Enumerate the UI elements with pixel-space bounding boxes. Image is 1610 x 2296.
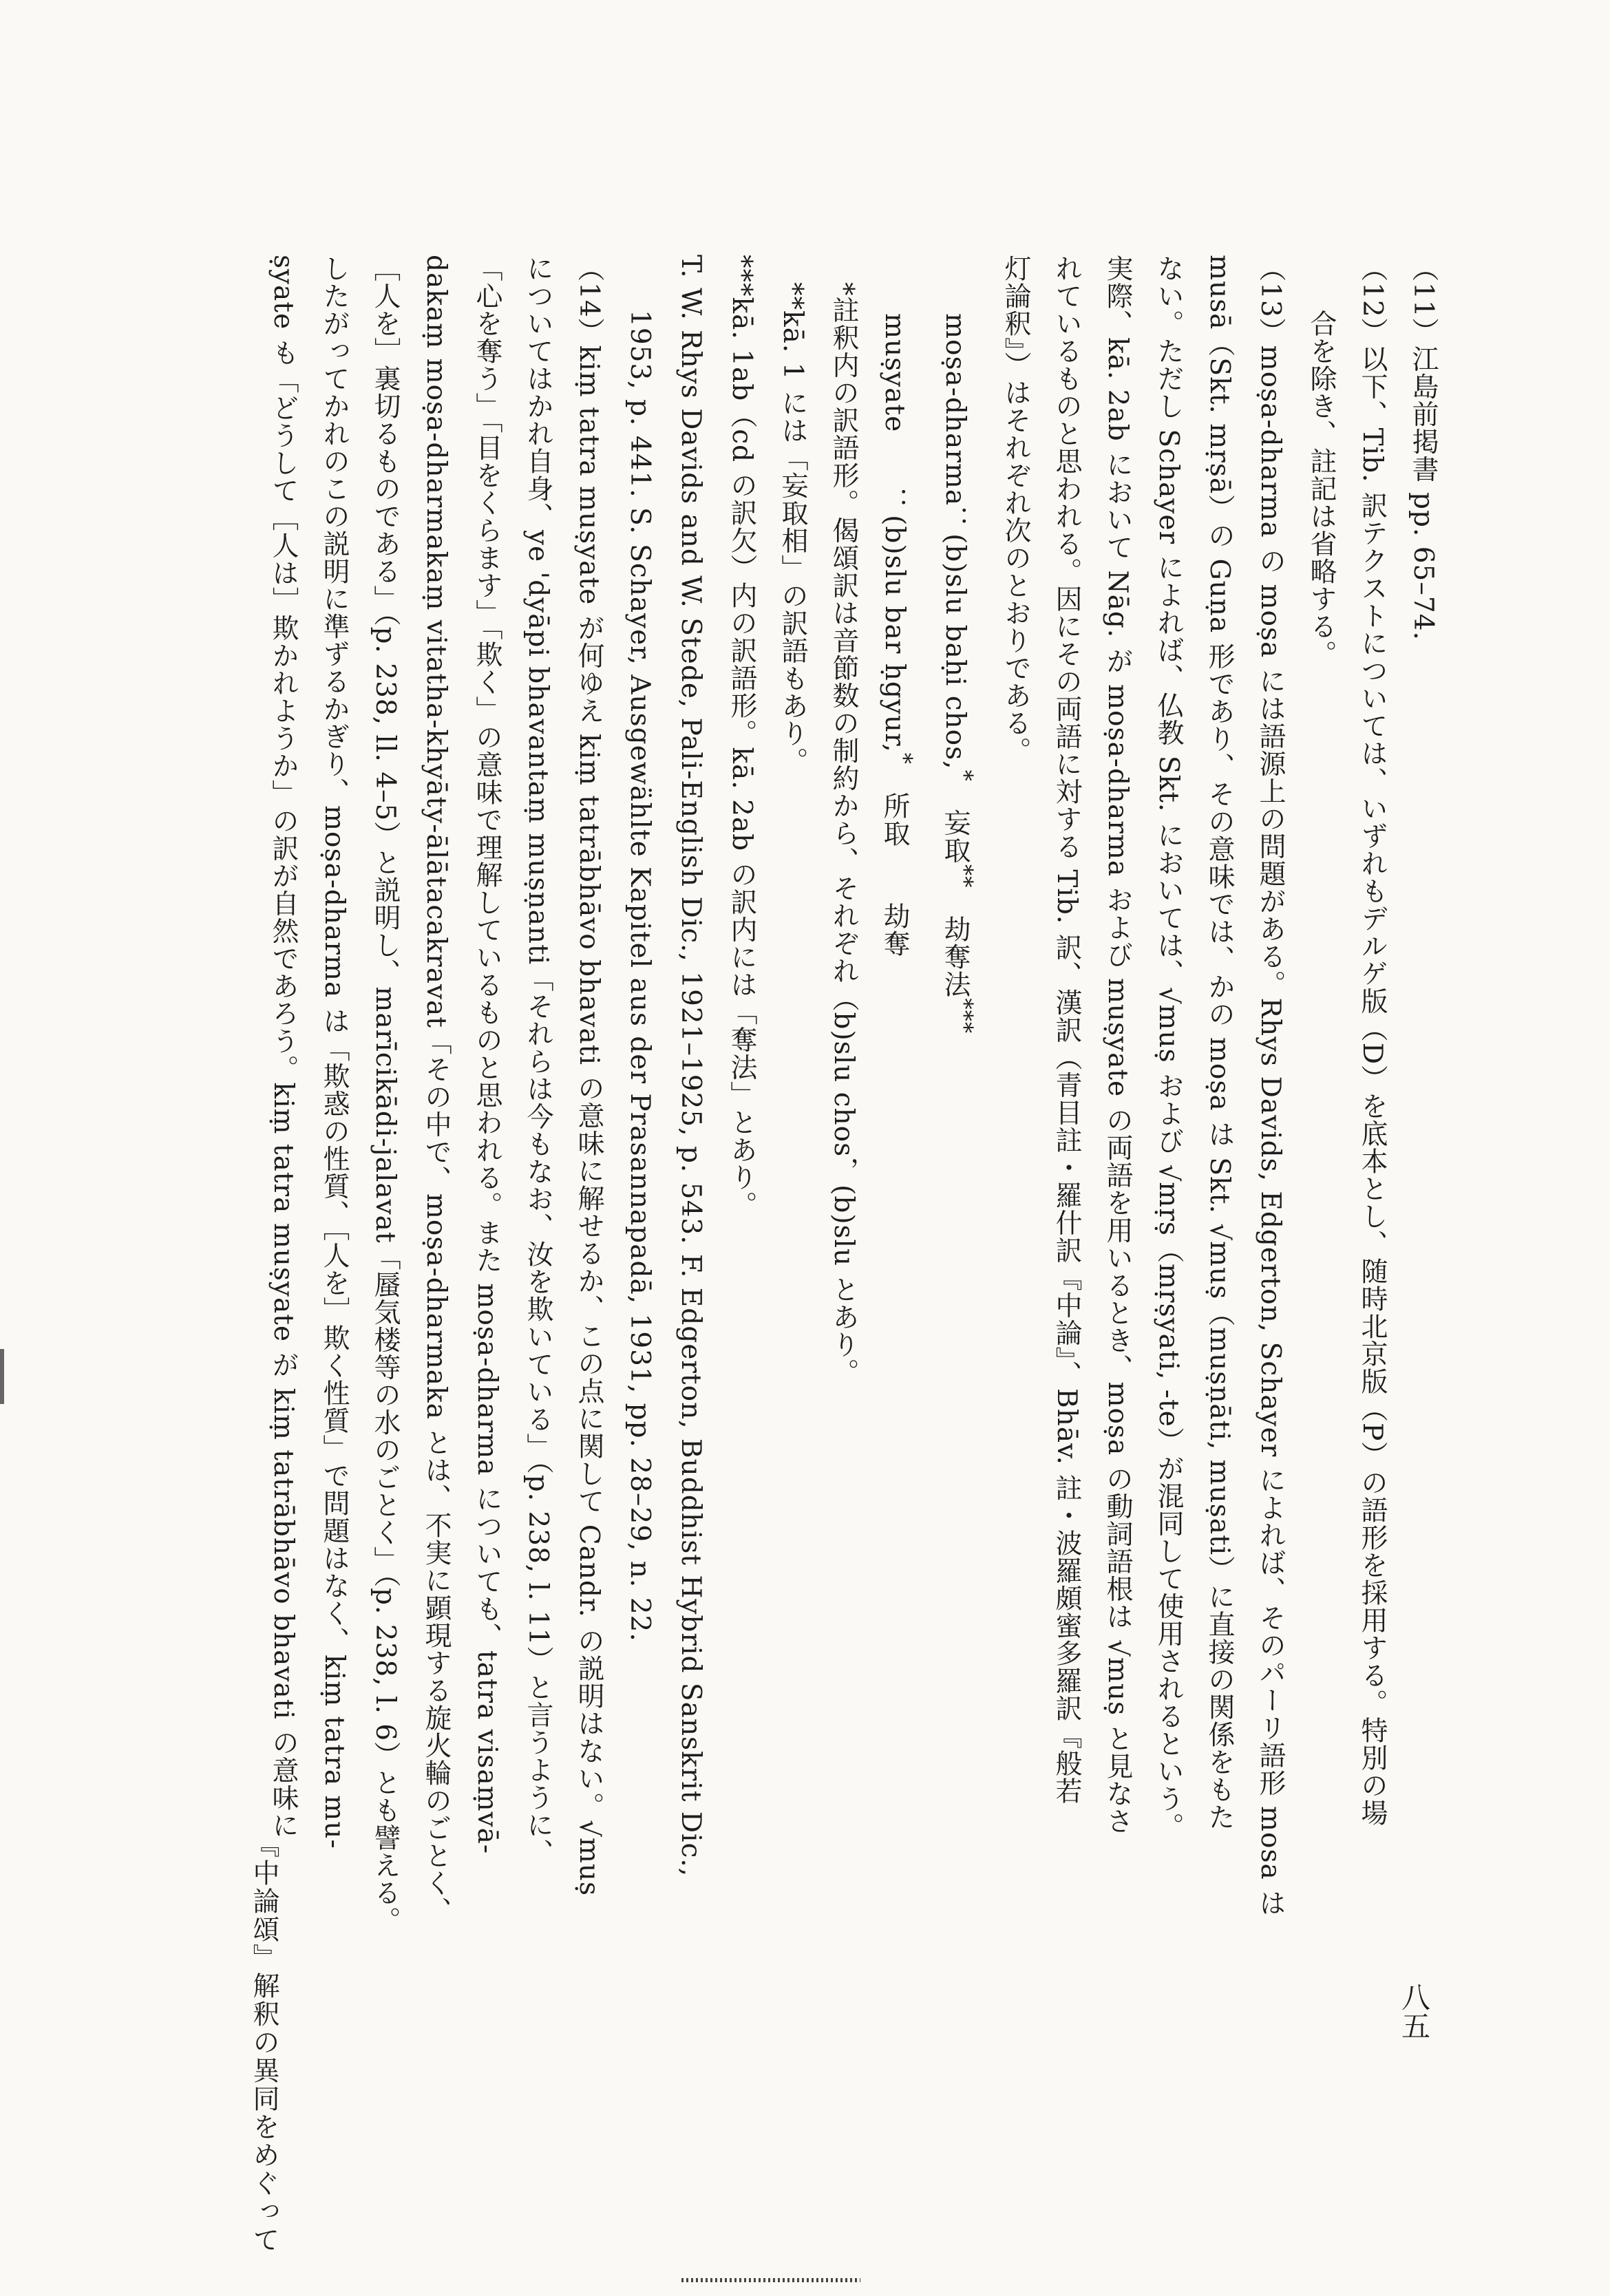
footnote-single-star: *註釈内の訳語形。偈頌訳は音節数の制約から、それぞれ（b)slu chos，(b)slu とあり。 — [828, 282, 859, 1386]
table-row2-marker: * — [891, 752, 917, 765]
table-row2-c2: 劫奪 — [879, 902, 910, 958]
note-14-line-7: ṣyate も「どうして［人は］欺かれようか」の訳が自然であろう。kiṃ tatra muṣyate が kiṃ tatrābhāvo bhavati の意味に — [268, 255, 299, 1840]
table-row1-marker: * — [951, 769, 977, 782]
note-14-line-1: （14）kiṃ tatra muṣyate が何ゆえ kiṃ tatrābhāvo bhavati の意味に解せるか、この点に関して Candr. の説明はない。√muṣ — [573, 255, 604, 1897]
note-14-line-6: したがってかれのこの説明に準ずるかぎり、moṣa-dharma は「欺惑の性質、［人を］欺く性質」で問題はなく、kiṃ tatra mu- — [319, 255, 350, 1849]
footnote-double-star: **kā. 1 には「妄取相」の訳語もあり。 — [777, 282, 808, 775]
note-13-line-6: 灯論釈』）はそれぞれ次のとおりである。 — [1000, 255, 1031, 765]
note-13-reference-1: T. W. Rhys Davids and W. Stede, Pali-English Dic., 1921–1925, p. 543. F. Edgerton, Buddhist Hybrid Sanskrit Dic., — [675, 255, 706, 1878]
binding-mark — [681, 2278, 860, 2282]
table-row2-label: muṣyate ：(b)slu bar ḥgyur, — [879, 313, 910, 753]
running-title: 『中論頌』解釈の異同をめぐって — [248, 1831, 279, 2254]
table-row-moṣa-dharma — [929, 255, 990, 1962]
table-row1-c2: 劫奪法 — [940, 915, 971, 999]
note-14-line-3: 「心を奪う」「目をくらます」「欺く」の意味で理解しているものと思われる。また moṣa-dharma についても、tatra visaṃvā- — [472, 255, 502, 1855]
notes-body — [257, 255, 1448, 1962]
table-row2-c1: 所取 — [879, 792, 910, 848]
note-14-line-4: dakaṃ moṣa-dharmakaṃ vitatha-khyāty-ālātacakravat「その中で、moṣa-dharmaka とは、不実に顕現する旋火輪のごとく、 — [421, 255, 452, 1925]
note-12-line-1: （12）以下、Tib. 訳テクストについては、いずれもデルゲ版（D）を底本とし、随時北京版（P）の語形を採用する。特別の場 — [1357, 255, 1388, 1827]
table-row1-c2-marker: *** — [951, 998, 977, 1034]
note-13-line-4: 実際、kā. 2ab において Nāg. が moṣa-dharma および muṣyate の両語を用いるとき、moṣa の動詞語根は √muṣ と見なさ — [1102, 255, 1133, 1836]
note-14-line-2: についてはかれ自身、ye 'dyāpi bhavantaṃ muṣṇanti「それらは今もなお、汝を欺いている」（p. 238, l. 11）と言うように、 — [522, 255, 553, 1867]
note-11: （11）江島前掲書 pp. 65–74. — [1408, 255, 1439, 641]
note-13-line-1: （13）moṣa-dharma の moṣa には語源上の問題がある。Rhys Davids, Edgerton, Schayer によれば、そのパーリ語形 mosa は — [1255, 255, 1286, 1917]
table-row1-c1: 妄取 — [940, 809, 971, 864]
footnote-triple-star: ***kā. 1ab（cd の訳欠）内の訳語形。kā. 2ab の訳内には「奪法」とあり。 — [726, 255, 757, 1219]
table-row-muṣyate — [869, 255, 929, 1962]
note-13-line-2: musā（Skt. mṛṣā）の Guṇa 形であり、その意味では、かの moṣa は Skt. √muṣ（muṣṇāti, muṣati）に直接の関係をもた — [1204, 255, 1235, 1831]
table-row1-c1-marker: ** — [951, 864, 977, 889]
note-12-line-2: 合を除き、註記は省略する。 — [1306, 310, 1337, 668]
table-row1-label: moṣa-dharma：(b)slu baḥi chos, — [940, 313, 971, 770]
note-13-reference-2: 1953, p. 441. S. Schayer, Ausgewählte Kapitel aus der Prasannapadā, 1931, pp. 28–29, n. 22. — [624, 310, 655, 1642]
note-13-line-5: れているものと思われる。因にその両語に対する Tib. 訳、漢訳（青目註・羅什訳『中論』、Bhāv. 註・波羅頗蜜多羅訳『般若 — [1051, 255, 1082, 1805]
note-13-line-3: ない。ただし Schayer によれば、仏教 Skt. においては、√muṣ および √mṛṣ（mṛṣyati, -te）が混同して使用されるという。 — [1153, 255, 1184, 1840]
note-14-line-5: ［人を］裏切るものである」（p. 238, ll. 4–5）と説明し、marīcikādi-jalavat「蜃気楼等の水のごとく」（p. 238, l. 6）とも譬える。 — [370, 255, 401, 1935]
edge-mark — [0, 1349, 4, 1404]
page-number: 八五 — [1397, 1982, 1431, 2040]
